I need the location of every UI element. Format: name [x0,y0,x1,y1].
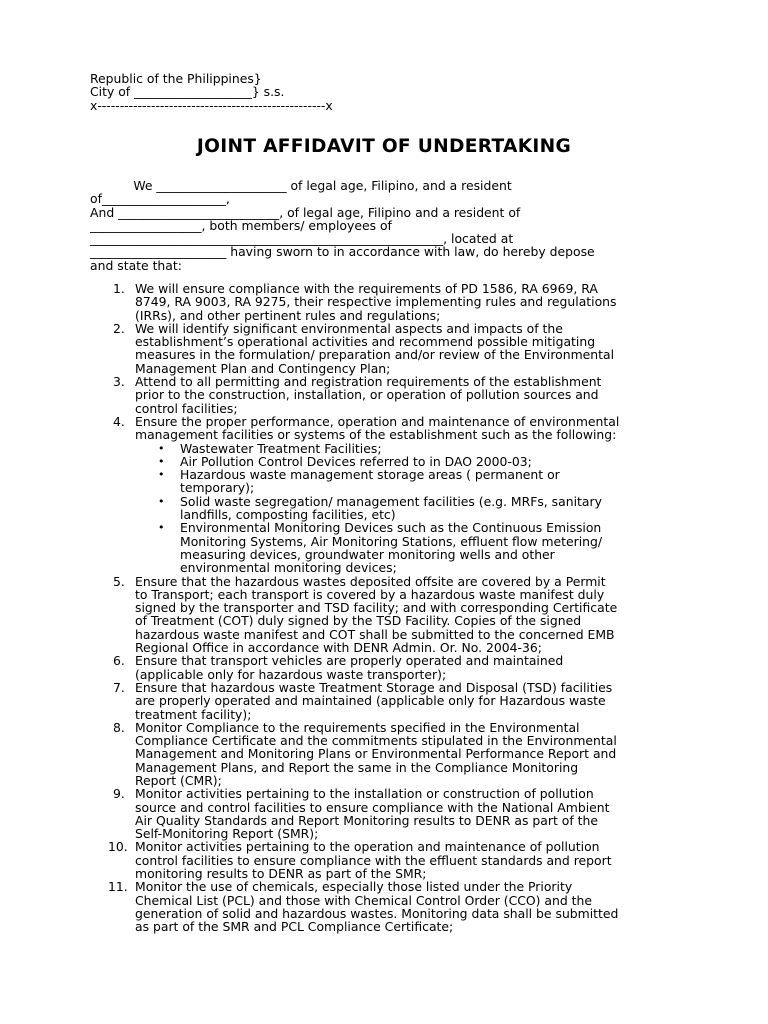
sub-item-line: environmental monitoring devices; [180,560,397,576]
item-line: Air Quality Standards and Report Monitoring results to DENR as part of the [135,812,598,828]
item-line: establishment’s operational activities and recommend possible mitigating [135,334,596,350]
sub-list-item [90,521,680,574]
item-number: 7. [113,679,125,695]
sub-item-line: Monitoring Systems, Air Monitoring Stations, effluent flow metering/ [180,533,603,549]
item-line: Monitor Compliance to the requirements specified in the Environmental [135,719,580,735]
list-item [90,654,680,681]
item-line: are properly operated and maintained (applicable only for Hazardous waste [135,693,606,709]
item-line: Ensure that the hazardous wastes deposited offsite are covered by a Permit [135,573,606,589]
sub-item-line: Solid waste segregation/ management facilities (e.g. MRFs, sanitary [180,493,602,509]
intro-line: of____________________, [90,191,230,207]
item-line: We will identify significant environmental aspects and impacts of the [135,320,563,336]
item-line: Management and Monitoring Plans or Environmental Performance Report and [135,746,617,762]
sub-item-line: temporary); [180,480,255,496]
item-line: generation of solid and hazardous wastes. Monitoring data shall be submitted [135,905,619,921]
item-number: 8. [113,719,125,735]
item-number: 11. [108,879,128,895]
item-line: Ensure that transport vehicles are properly operated and maintained [135,653,564,669]
item-line: Regional Office in accordance with DENR Admin. Or. No. 2004-36; [135,640,542,656]
intro-line: We _____________________ of legal age, Filipino, and a resident [90,178,512,193]
item-line: of Treatment (COT) duly signed by the TSD Facility. Copies of the signed [135,613,582,629]
item-line: as part of the SMR and PCL Compliance Certificate; [135,919,454,935]
bullet-icon: • [158,521,165,535]
intro-paragraph [90,179,680,272]
list-item [90,375,680,415]
sub-list-item [90,495,680,522]
header-separator: x---------------------------------------------------x [90,97,333,113]
item-line: management facilities or systems of the establishment such as the following: [135,427,617,443]
bullet-icon: • [158,454,165,468]
item-line: prior to the construction, installation, or operation of pollution sources and [135,387,599,403]
intro-line: And __________________________, of legal age, Filipino and a resident of [90,204,521,220]
item-line: Compliance Certificate and the commitments stipulated in the Environmental [135,733,617,749]
list-item [90,322,680,375]
list-item [90,787,680,840]
intro-line: _________________________________________________________, located at [90,231,514,247]
sub-list-item [90,468,680,495]
item-line: source and control facilities to ensure compliance with the National Ambient [135,799,610,815]
item-line: measures in the formulation/ preparation and/or review of the Environmental [135,347,615,363]
undertaking-list [90,282,680,934]
sub-list-item [90,442,680,455]
sub-item-line: landfills, composting facilities, etc) [180,507,396,523]
header-republic: Republic of the Philippines} [90,71,262,86]
bullet-icon: • [158,468,165,482]
item-number: 6. [113,653,125,669]
list-item [90,880,680,933]
item-number: 10. [108,839,128,855]
intro-line: and state that: [90,257,182,273]
item-line: Monitor activities pertaining to the installation or construction of pollution [135,786,594,802]
item-line: treatment facility); [135,706,252,722]
item-number: 1. [113,281,125,296]
item-line: signed by the transporter and TSD facility; and with corresponding Certificate [135,600,618,616]
item-line: Monitor activities pertaining to the operation and maintenance of pollution [135,839,600,855]
item-line: Management Plans, and Report the same in the Compliance Monitoring [135,759,579,775]
item-line: Chemical List (PCL) and those with Chemical Control Order (CCO) and the [135,892,592,908]
item-line: monitoring results to DENR as part of the SMR; [135,866,427,882]
item-line: Ensure the proper performance, operation and maintenance of environmental [135,413,620,429]
list-item [90,415,680,442]
item-line: hazardous waste manifest and COT shall be submitted to the concerned EMB [135,626,615,642]
bullet-icon: • [158,441,165,455]
list-item [90,282,680,322]
item-line: (applicable only for hazardous waste transporter); [135,666,447,682]
sub-item-line: Environmental Monitoring Devices such as the Continuous Emission [180,520,602,536]
intro-line: ______________________ having sworn to in accordance with law, do hereby depose [90,244,595,260]
bullet-icon: • [158,494,165,508]
item-line: Report (CMR); [135,772,222,788]
item-line: We will ensure compliance with the requirements of PD 1586, RA 6969, RA [135,281,598,296]
list-item [90,575,680,655]
item-line: Monitor the use of chemicals, especially those listed under the Priority [135,879,573,895]
sub-list-item [90,455,680,468]
item-number: 4. [113,413,125,429]
intro-line: __________________, both members/ employees of [90,217,392,233]
item-line: Management Plan and Contingency Plan; [135,360,391,376]
item-line: to Transport; each transport is covered by a hazardous waste manifest duly [135,586,605,602]
item-line: control facilities; [135,400,238,416]
venue-header [90,72,490,112]
sub-item-line: Air Pollution Control Devices referred to in DAO 2000-03; [180,453,532,469]
list-item [90,681,680,721]
item-line: 8749, RA 9003, RA 9275, their respective implementing rules and regulations [135,294,617,310]
sub-item-line: Wastewater Treatment Facilities; [180,440,382,456]
item-number: 5. [113,573,125,589]
item-number: 9. [113,786,125,802]
sub-item-line: Hazardous waste management storage areas ( permanent or [180,467,560,483]
item-line: control facilities to ensure compliance with the effluent standards and report [135,852,612,868]
list-item [90,840,680,880]
item-line: (IRRs), and other pertinent rules and regulations; [135,307,441,323]
item-line: Self-Monitoring Report (SMR); [135,826,319,842]
document-title: JOINT AFFIDAVIT OF UNDERTAKING [196,136,572,157]
item-line: Ensure that hazardous waste Treatment Storage and Disposal (TSD) facilities [135,679,613,695]
list-item [90,721,680,787]
item-number: 2. [113,320,125,336]
item-line: Attend to all permitting and registration requirements of the establishment [135,374,602,390]
item-number: 3. [113,374,125,390]
header-city: City of ___________________} s.s. [90,84,285,100]
sub-item-line: measuring devices, groundwater monitoring wells and other [180,546,555,562]
